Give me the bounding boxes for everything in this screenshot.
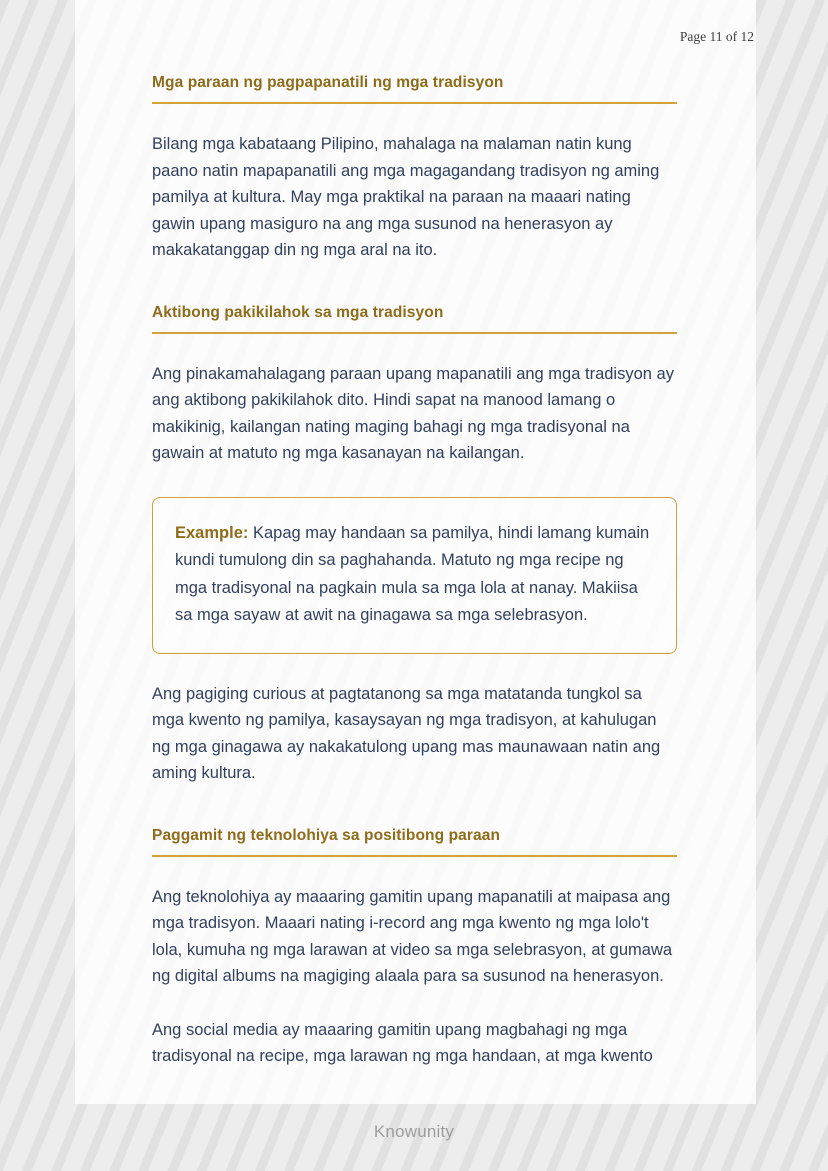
page-indicator: Page 11 of 12 [679, 29, 754, 44]
paragraph: Bilang mga kabataang Pilipino, mahalaga na malaman natin kung paano natin mapapanatili ang mga magagandang tradisyon ng aming pamilya at kultura. May mga praktikal na paraan na maaari nating gawin upang masiguro na ang mga susunod na henerasyon ay makakatanggap din ng mga aral na ito. [152, 135, 660, 259]
paragraph: Ang social media ay maaaring gamitin upang magbahagi ng mga tradisyonal na recipe, mga larawan ng mga handaan, at mga kwento [152, 1020, 653, 1065]
example-text: Kapag may handaan sa pamilya, hindi lamang kumain kundi tumulong din sa paghahanda. Matuto ng mga recipe ng mga tradisyonal na pagkain mula sa mga lola at nanay. Makiisa sa mga sayaw at awit na ginagawa sa mga selebrasyon. [175, 523, 650, 624]
section-heading: Mga paraan ng pagpapanatili ng mga tradisyon [152, 74, 677, 104]
section-technology-use [152, 827, 677, 1070]
section-heading: Paggamit ng teknolohiya sa positibong paraan [152, 827, 677, 857]
example-box [152, 497, 677, 654]
paragraph: Ang pinakamahalagang paraan upang mapanatili ang mga tradisyon ay ang aktibong pakikilahok dito. Hindi sapat na manood lamang o makikinig, kailangan nating maging bahagi ng mga tradisyonal na gawain at matuto ng mga kasanayan na kailangan. [152, 364, 674, 462]
paragraph: Ang pagiging curious at pagtatanong sa mga matatanda tungkol sa mga kwento ng pamilya, kasaysayan ng mga tradisyon, at kahulugan ng mga ginagawa ay nakakatulong upang mas maunawaan natin ang aming kultura. [152, 684, 661, 782]
brand-footer: Knowunity [373, 1122, 455, 1141]
section-active-participation [152, 304, 677, 787]
section-heading: Aktibong pakikilahok sa mga tradisyon [152, 304, 677, 334]
page-content [152, 0, 677, 1070]
document-page [75, 0, 756, 1104]
section-preserving-traditions [152, 74, 677, 264]
paragraph: Ang teknolohiya ay maaaring gamitin upang mapanatili at maipasa ang mga tradisyon. Maaari nating i-record ang mga kwento ng mga lolo't lola, kumuha ng mga larawan at video sa mga selebrasyon, at gumawa ng digital albums na magiging alaala para sa susunod na henerasyon. [152, 887, 673, 985]
example-label: Example: [175, 523, 249, 542]
